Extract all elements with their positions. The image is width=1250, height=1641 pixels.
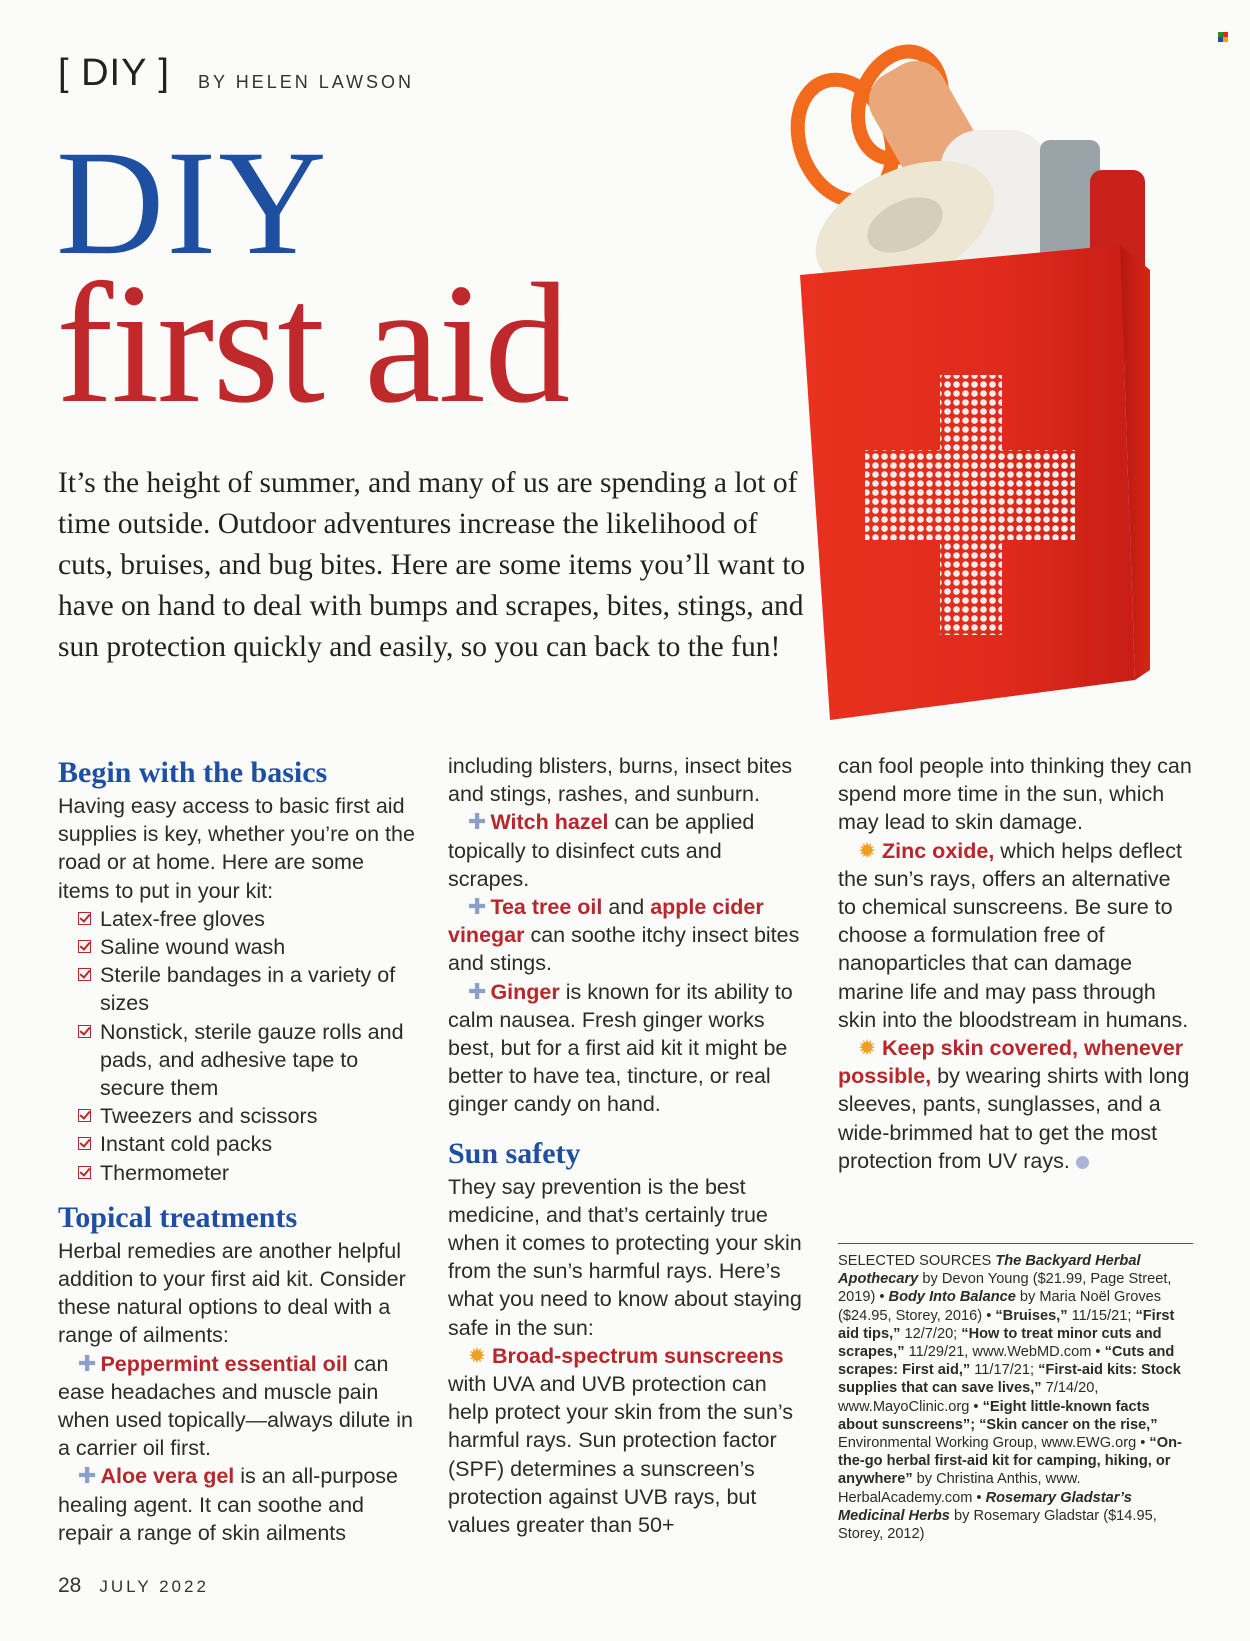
plus-icon: ✚ — [468, 978, 487, 1004]
sunscreen-item: ✹ Broad-spectrum sunscreens with UVA and UVB protection can help protect your skin from the sun’s harmful rays. Sun protection factor (SPF) determines a sunscreen’s protection against UVB rays, but values greater than 50+ — [448, 1343, 793, 1538]
sun-text: They say prevention is the best medicine, and that’s certainly true when it comes to protecting your skin from the sun’s harmful rays. Here’s what you need to know about staying safe in the sun: — [448, 1174, 802, 1340]
column-1 — [58, 752, 418, 1547]
checklist-item: Sterile bandages in a variety of sizes — [78, 961, 418, 1017]
checklist-item: Latex-free gloves — [78, 905, 418, 933]
column-3 — [838, 752, 1193, 1175]
section-heading-basics: Begin with the basics — [58, 756, 328, 789]
ginger-item: ✚ Ginger is known for its ability to calm nausea. Fresh ginger works best, but for a first aid kit it might be better to have tea, tincture, or real ginger candy on hand. — [448, 978, 793, 1117]
cover-item: ✹ Keep skin covered, whenever possible, by wearing shirts with long sleeves, pants, sunglasses, and a wide-brimmed hat to get the most protection from UV rays. — [838, 1036, 1190, 1173]
page-footer — [58, 1574, 209, 1598]
page-number: 28 — [58, 1574, 82, 1597]
witch-hazel-item: ✚ Witch hazel can be applied topically to disinfect cuts and scrapes. — [448, 809, 755, 891]
title-line-2: first aid — [56, 249, 569, 439]
plus-icon: ✚ — [468, 894, 487, 920]
intro-paragraph: It’s the height of summer, and many of us are spending a lot of time outside. Outdoor adventures increase the likelihood of cuts, bruises, and bug bites. Here are some items you’ll want to have on hand to deal with bumps and scrapes, bites, stings, and sun protection quickly and easily, so you can back to the fun! — [58, 467, 806, 663]
tea-tree-item: ✚ Tea tree oil and apple cider vinegar can soothe itchy insect bites and stings. — [448, 894, 800, 976]
checklist-item: Tweezers and scissors — [78, 1102, 418, 1130]
selected-sources: SELECTED SOURCES The Backyard Herbal Apothecary by Devon Young ($21.99, Page Street, 2019) • Body Into Balance by Maria Noël Groves ($24.95, Storey, 2016) • “Bruises,” 11/15/21; “First aid tips,” 12/7/20; “How to treat minor cuts and scrapes,” 11/29/21, www.WebMD.com • “Cuts and scrapes: First aid,” 11/17/21; “First-aid kits: Stock supplies that can save lives,” 7/14/20, www.MayoClinic.org • “Eight little-known facts about sunscreens”; “Skin cancer on the rise,” Environmental Working Group, www.EWG.org • “On-the-go herbal first-aid kit for camping, hiking, or anywhere” by Christina Anthis, www. HerbalAcademy.com • Rosemary Gladstar’s Medicinal Herbs by Rosemary Gladstar ($14.95, Storey, 2012) — [838, 1243, 1193, 1543]
end-mark-icon — [1076, 1156, 1089, 1169]
checkbox-icon — [78, 912, 91, 925]
plus-icon: ✚ — [468, 809, 487, 835]
topical-text: Herbal remedies are another helpful addition to your first aid kit. Consider these natural options to deal with a range of ailments: — [58, 1238, 406, 1348]
aloe-continued: including blisters, burns, insect bites and stings, rashes, and sunburn. — [448, 754, 793, 807]
byline: BY HELEN LAWSON — [198, 72, 415, 92]
peppermint-item: ✚ Peppermint essential oil can ease headaches and muscle pain when used topically—always dilute in a carrier oil first. — [58, 1350, 413, 1461]
aloe-item: ✚ Aloe vera gel is an all-purpose healing agent. It can soothe and repair a range of skin ailments — [58, 1463, 399, 1545]
sun-icon: ✹ — [858, 1036, 877, 1061]
zinc-item: ✹ Zinc oxide, which helps deflect the sun’s rays, offers an alternative to chemical sunscreens. Be sure to choose a formulation free of nanoparticles that can damage marine life and may pass through skin into the bloodstream in humans. — [838, 838, 1189, 1032]
checklist-item: Instant cold packs — [78, 1130, 418, 1158]
checkbox-icon — [78, 940, 91, 953]
sunscreen-continued: can fool people into thinking they can spend more time in the sun, which may lead to skin damage. — [838, 754, 1192, 835]
checkbox-icon — [78, 968, 91, 981]
checkbox-icon — [78, 1137, 91, 1150]
plus-icon: ✚ — [78, 1463, 97, 1489]
title-line-1: DIY — [56, 120, 329, 286]
section-heading-sun: Sun safety — [448, 1136, 581, 1170]
plus-icon: ✚ — [78, 1350, 97, 1376]
checklist-item: Thermometer — [78, 1159, 418, 1187]
issue-date: JULY 2022 — [99, 1577, 209, 1596]
sun-icon: ✹ — [468, 1343, 487, 1368]
section-heading-topical: Topical treatments — [58, 1200, 298, 1234]
checklist-item: Nonstick, sterile gauze rolls and pads, and adhesive tape to secure them — [78, 1018, 418, 1103]
sun-icon: ✹ — [858, 838, 877, 863]
column-2 — [448, 752, 808, 1539]
checkbox-icon — [78, 1109, 91, 1122]
checkbox-icon — [78, 1166, 91, 1179]
checkbox-icon — [78, 1025, 91, 1038]
basics-text: Having easy access to basic first aid supplies is key, whether you’re on the road or at home. Here are some items to put in your kit: — [58, 794, 415, 903]
department-label: [ DIY ] — [58, 52, 170, 94]
publisher-logo-icon — [1218, 32, 1228, 42]
supply-checklist — [58, 905, 418, 1187]
first-aid-kit-image — [790, 20, 1230, 720]
checklist-item: Saline wound wash — [78, 933, 418, 961]
